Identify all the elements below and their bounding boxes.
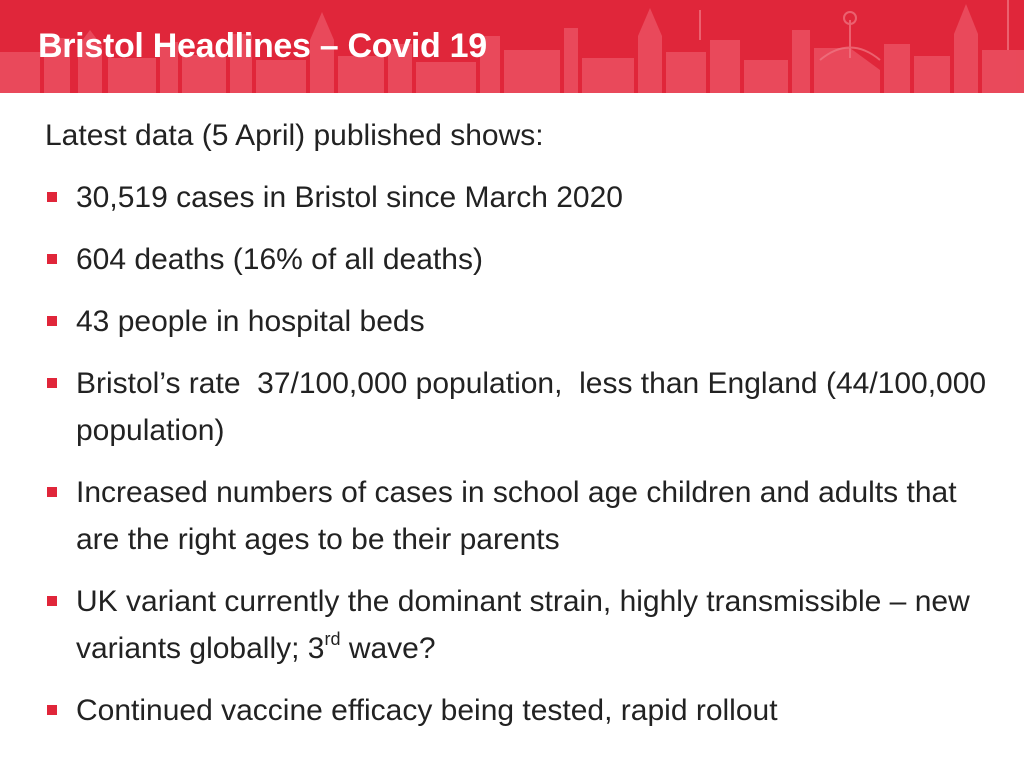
ordinal-superscript: rd xyxy=(324,629,341,649)
square-bullet-icon xyxy=(47,192,57,202)
page-title: Bristol Headlines – Covid 19 xyxy=(38,27,487,65)
list-item xyxy=(45,360,995,454)
list-item xyxy=(45,174,995,221)
bullet-text: 30,519 cases in Bristol since March 2020 xyxy=(76,181,623,214)
bullet-text: 43 people in hospital beds xyxy=(76,305,425,338)
bullet-text: Bristol’s rate 37/100,000 population, less than England (44/100,000 population) xyxy=(76,367,995,447)
square-bullet-icon xyxy=(47,487,57,497)
square-bullet-icon xyxy=(47,596,57,606)
bullet-list xyxy=(45,174,995,734)
bullet-text: Continued vaccine efficacy being tested, rapid rollout xyxy=(76,694,778,727)
list-item xyxy=(45,578,995,672)
header-banner xyxy=(0,0,1024,93)
slide-content xyxy=(45,112,995,749)
list-item xyxy=(45,298,995,345)
square-bullet-icon xyxy=(47,316,57,326)
square-bullet-icon xyxy=(47,254,57,264)
bullet-text xyxy=(76,578,995,672)
square-bullet-icon xyxy=(47,378,57,388)
bullet-text-end: wave? xyxy=(340,632,436,665)
list-item xyxy=(45,236,995,283)
bullet-text: Increased numbers of cases in school age children and adults that are the right ages to be their parents xyxy=(76,476,957,556)
list-item xyxy=(45,687,995,734)
bullet-text: 604 deaths (16% of all deaths) xyxy=(76,243,483,276)
intro-text: Latest data (5 April) published shows: xyxy=(45,119,544,152)
bullet-text-main: UK variant currently the dominant strain, highly transmissible – new variants globally; 3 xyxy=(76,585,970,665)
square-bullet-icon xyxy=(47,705,57,715)
list-item xyxy=(45,469,995,563)
